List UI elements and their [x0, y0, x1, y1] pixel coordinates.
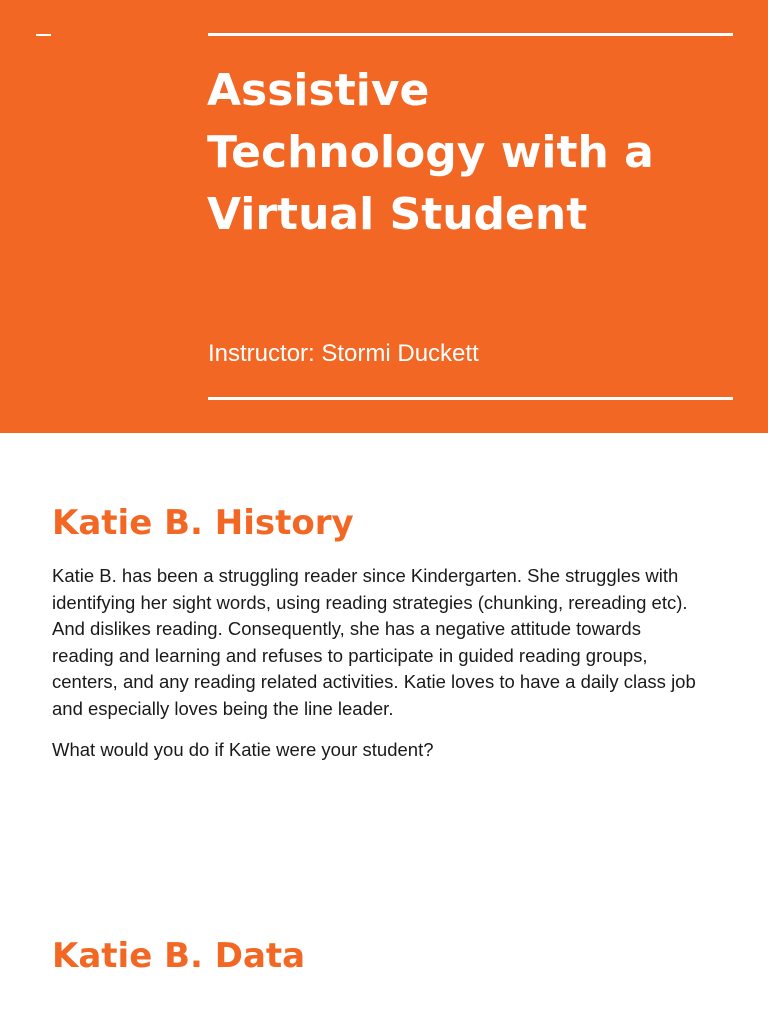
bottom-divider	[208, 397, 733, 400]
history-heading: Katie B. History	[52, 503, 354, 543]
paragraph-line: identifying her sight words, using reading strategies (chunking, rereading etc).	[52, 591, 688, 613]
instructor-label: Instructor: Stormi Duckett	[208, 340, 479, 367]
title-line: Assistive	[207, 65, 430, 116]
paragraph-line: reading and learning and refuses to participate in guided reading groups,	[52, 644, 648, 666]
data-heading: Katie B. Data	[52, 936, 306, 976]
paragraph-line: centers, and any reading related activities. Katie loves to have a daily class job	[52, 671, 696, 692]
paragraph-line: and especially loves being the line leader.	[52, 697, 394, 719]
page-title	[207, 60, 747, 246]
paragraph-line: Katie B. has been a struggling reader since Kindergarten. She struggles with	[52, 565, 679, 586]
history-paragraph	[52, 563, 732, 722]
corner-dash-decoration	[36, 34, 51, 36]
paragraph-line: And dislikes reading. Consequently, she has a negative attitude towards	[52, 618, 641, 639]
title-line: Technology with a	[207, 127, 654, 178]
top-divider	[208, 33, 733, 36]
title-line: Virtual Student	[207, 189, 588, 240]
cover-slide	[0, 0, 768, 433]
question-paragraph: What would you do if Katie were your student?	[52, 739, 434, 760]
